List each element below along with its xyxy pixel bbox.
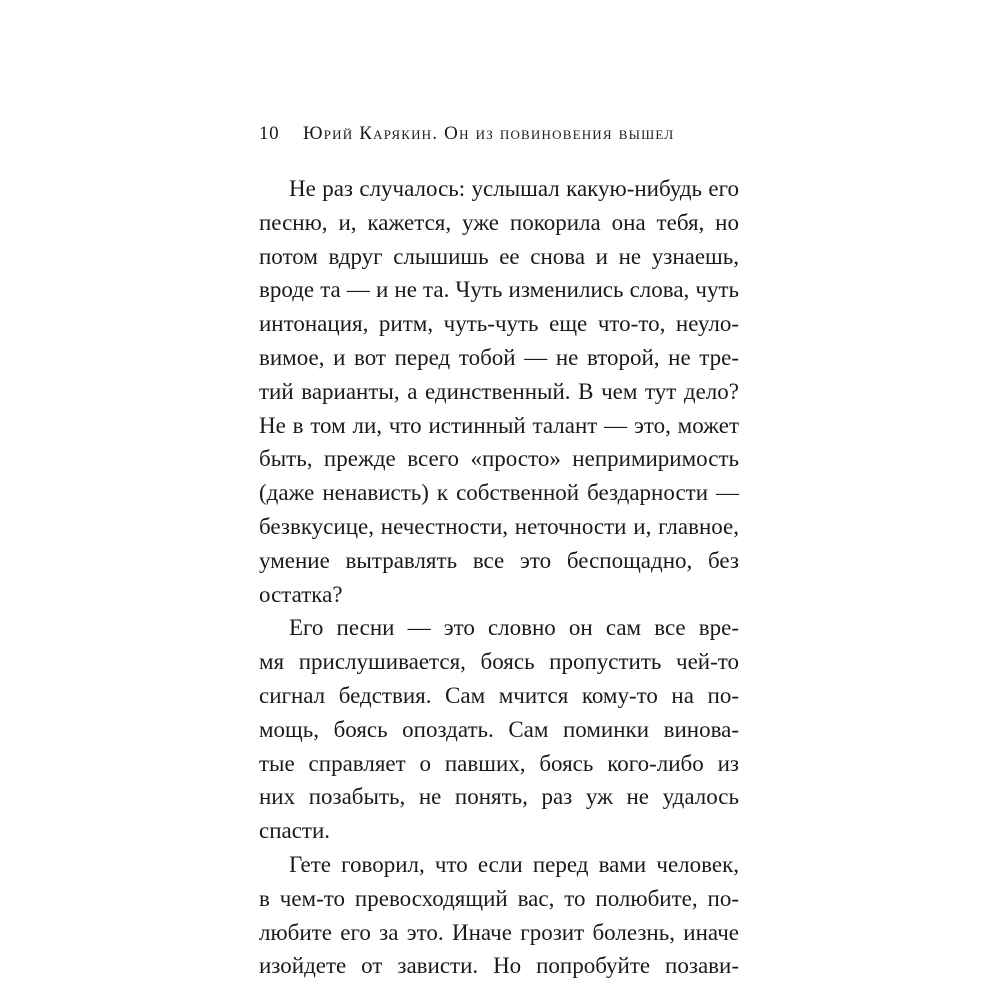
- text-line: тий варианты, а единственный. В чем тут дело?: [259, 378, 739, 404]
- text-line: спасти.: [259, 818, 331, 844]
- text-line: сигнал бедствия. Сам мчится кому-то на по-: [259, 682, 739, 708]
- running-title: Юрий Карякин. Он из повиновения вышел: [303, 123, 675, 144]
- body-text: [259, 172, 739, 983]
- text-line: изойдете от зависти. Но попробуйте позави-: [259, 953, 739, 979]
- paragraph: [259, 172, 739, 611]
- text-line: них позабыть, не понять, раз уж не удалось: [259, 784, 739, 810]
- text-line: безвкусице, нечестности, неточности и, главное,: [259, 513, 739, 539]
- running-head: [259, 122, 749, 146]
- text-line: Не в том ли, что истинный талант — это, может: [259, 412, 739, 438]
- text-line: (даже ненависть) к собственной бездарности —: [259, 480, 739, 506]
- text-line: вроде та — и не та. Чуть изменились слова, чуть: [259, 277, 739, 303]
- text-line: мощь, боясь опоздать. Сам поминки винова-: [259, 716, 739, 742]
- text-line: Его песни — это словно он сам все вре-: [289, 615, 739, 641]
- page-number: 10: [259, 123, 280, 144]
- paragraph: [259, 848, 739, 983]
- text-line: быть, прежде всего «просто» непримиримость: [259, 446, 739, 472]
- text-line: потом вдруг слышишь ее снова и не узнаешь,: [259, 243, 739, 269]
- text-line: песню, и, кажется, уже покорила она тебя, но: [259, 209, 739, 235]
- text-line: мя прислушивается, боясь пропустить чей-то: [259, 649, 739, 675]
- text-line: в чем-то превосходящий вас, то полюбите, по-: [259, 885, 739, 911]
- text-line: интонация, ритм, чуть-чуть еще что-то, неуло-: [259, 311, 739, 337]
- text-line: умение вытравлять все это беспощадно, без: [259, 547, 739, 573]
- text-line: вимое, и вот перед тобой — не второй, не тре-: [259, 344, 739, 370]
- text-line: Не раз случалось: услышал какую-нибудь его: [289, 176, 739, 201]
- text-line: остатка?: [259, 581, 343, 607]
- text-line: любите его за это. Иначе грозит болезнь, иначе: [259, 919, 739, 945]
- text-line: Гете говорил, что если перед вами человек,: [289, 851, 739, 877]
- paragraph: [259, 611, 739, 848]
- text-line: тые справляет о павших, боясь кого-либо из: [259, 750, 739, 776]
